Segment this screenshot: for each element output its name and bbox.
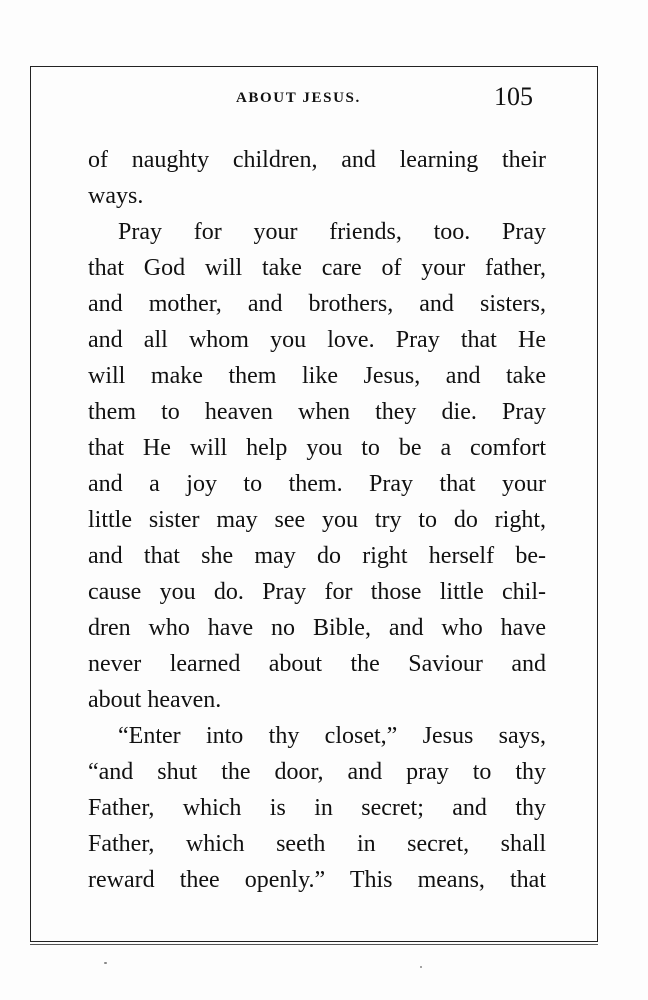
text-line: of naughty children, and learning their bbox=[88, 147, 546, 173]
text-line: Father, which seeth in secret, shall bbox=[88, 831, 546, 857]
text-line: that He will help you to be a comfort bbox=[88, 435, 546, 461]
text-line: “and shut the door, and pray to thy bbox=[88, 759, 546, 785]
text-line: and that she may do right herself be- bbox=[88, 543, 546, 569]
text-line: cause you do. Pray for those little chil- bbox=[88, 579, 546, 605]
text-line: Father, which is in secret; and thy bbox=[88, 795, 546, 821]
text-line: Pray for your friends, too. Pray bbox=[118, 219, 546, 245]
text-line: and a joy to them. Pray that your bbox=[88, 471, 546, 497]
text-line: reward thee openly.” This means, that bbox=[88, 867, 546, 893]
running-head: ABOUT JESUS. bbox=[236, 90, 361, 106]
text-line: ways. bbox=[88, 183, 144, 209]
text-line: that God will take care of your father, bbox=[88, 255, 546, 281]
print-speck bbox=[104, 962, 107, 964]
text-line: will make them like Jesus, and take bbox=[88, 363, 546, 389]
print-speck bbox=[420, 966, 422, 968]
text-line: little sister may see you try to do right, bbox=[88, 507, 546, 533]
text-line: never learned about the Saviour and bbox=[88, 651, 546, 677]
text-line: “Enter into thy closet,” Jesus says, bbox=[118, 723, 546, 749]
page-number: 105 bbox=[494, 82, 533, 111]
text-line: about heaven. bbox=[88, 687, 222, 713]
page-border-bottom-rule bbox=[30, 944, 598, 945]
body-text bbox=[88, 142, 546, 898]
text-line: them to heaven when they die. Pray bbox=[88, 399, 546, 425]
text-line: and all whom you love. Pray that He bbox=[88, 327, 546, 353]
text-line: and mother, and brothers, and sisters, bbox=[88, 291, 546, 317]
text-line: dren who have no Bible, and who have bbox=[88, 615, 546, 641]
